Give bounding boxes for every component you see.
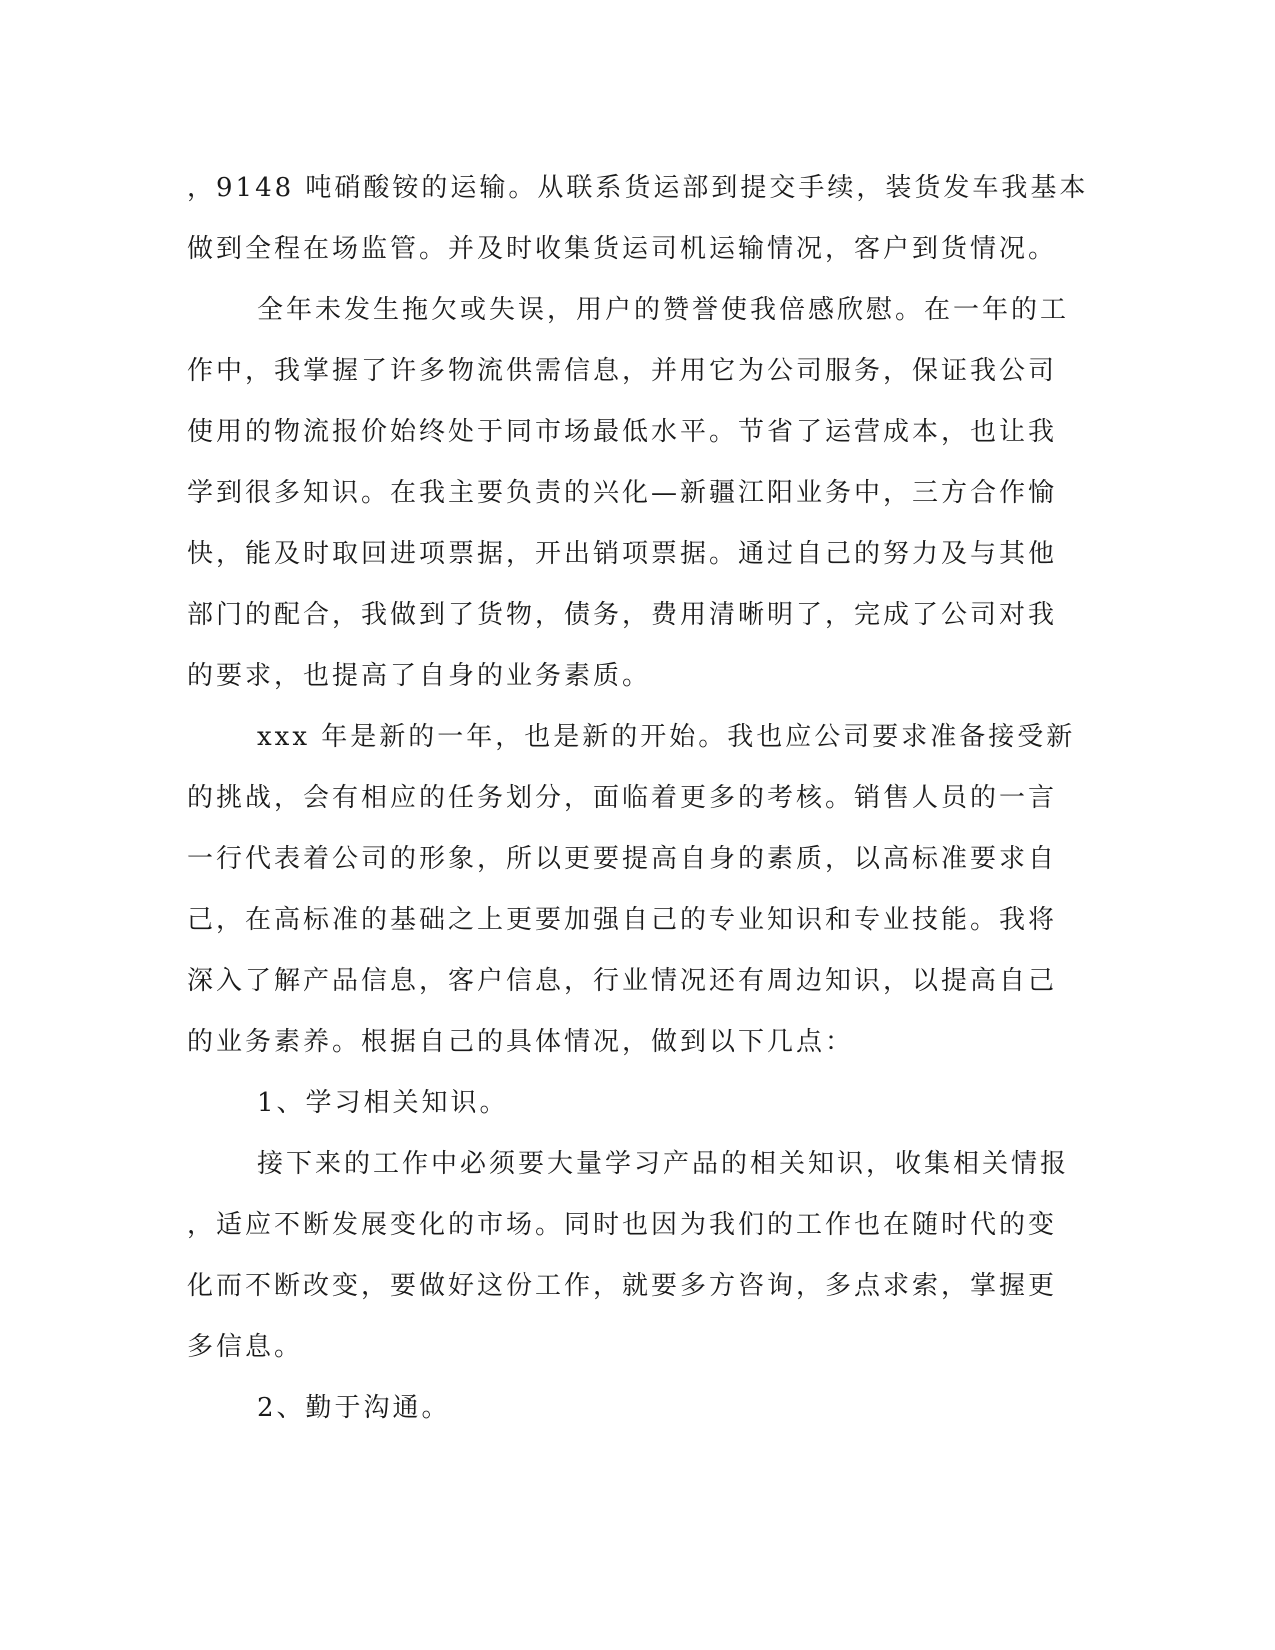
text-line: ，9148 吨硝酸铵的运输。从联系货运部到提交手续，装货发车我基本 bbox=[187, 173, 1089, 203]
section-heading-2: 2、勤于沟通。 bbox=[257, 1393, 451, 1423]
text-line: 化而不断改变，要做好这份工作，就要多方咨询，多点求索，掌握更 bbox=[187, 1271, 1058, 1301]
text-line: 部门的配合，我做到了货物，债务，费用清晰明了，完成了公司对我 bbox=[187, 600, 1058, 630]
paragraph-start-line: 接下来的工作中必须要大量学习产品的相关知识，收集相关情报 bbox=[257, 1149, 1070, 1179]
document-body bbox=[187, 158, 1087, 1439]
text-line: 的业务素养。根据自己的具体情况，做到以下几点： bbox=[187, 1027, 855, 1057]
text-line: 快，能及时取回进项票据，开出销项票据。通过自己的努力及与其他 bbox=[187, 539, 1058, 569]
text-line: 使用的物流报价始终处于同市场最低水平。节省了运营成本，也让我 bbox=[187, 417, 1058, 447]
text-line: 做到全程在场监管。并及时收集货运司机运输情况，客户到货情况。 bbox=[187, 234, 1058, 264]
text-line: 的要求，也提高了自身的业务素质。 bbox=[187, 661, 652, 691]
text-line: 作中，我掌握了许多物流供需信息，并用它为公司服务，保证我公司 bbox=[187, 356, 1058, 386]
text-line: 多信息。 bbox=[187, 1332, 304, 1362]
text-line: 的挑战，会有相应的任务划分，面临着更多的考核。销售人员的一言 bbox=[187, 783, 1058, 813]
paragraph-start-line: xxx 年是新的一年，也是新的开始。我也应公司要求准备接受新 bbox=[257, 722, 1076, 752]
text-line: 己，在高标准的基础之上更要加强自己的专业知识和专业技能。我将 bbox=[187, 905, 1058, 935]
section-heading-1: 1、学习相关知识。 bbox=[257, 1088, 509, 1118]
paragraph-start-line: 全年未发生拖欠或失误，用户的赞誉使我倍感欣慰。在一年的工 bbox=[257, 295, 1070, 325]
text-line: 深入了解产品信息，客户信息，行业情况还有周边知识，以提高自己 bbox=[187, 966, 1058, 996]
text-line: 学到很多知识。在我主要负责的兴化—新疆江阳业务中，三方合作愉 bbox=[187, 478, 1058, 508]
text-line: ，适应不断发展变化的市场。同时也因为我们的工作也在随时代的变 bbox=[187, 1210, 1058, 1240]
text-line: 一行代表着公司的形象，所以更要提高自身的素质，以高标准要求自 bbox=[187, 844, 1058, 874]
